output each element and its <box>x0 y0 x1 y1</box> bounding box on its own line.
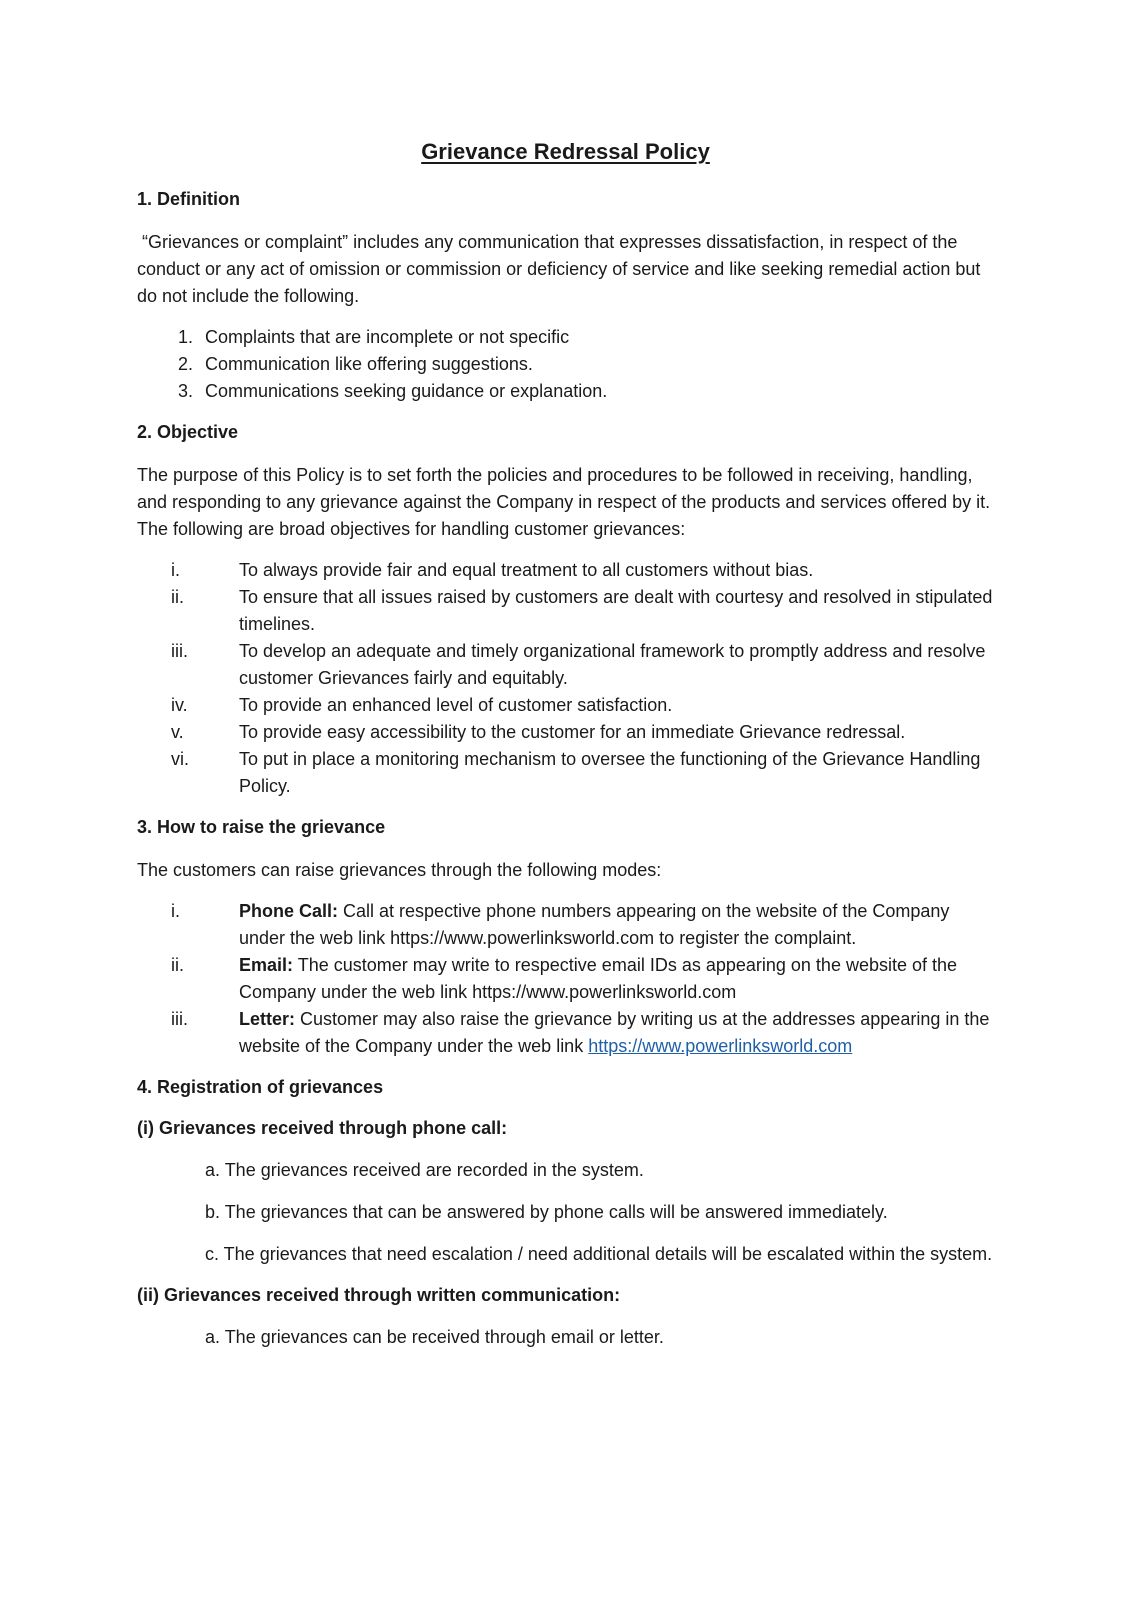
list-item <box>137 719 997 746</box>
list-item-text: To provide an enhanced level of customer satisfaction. <box>239 695 673 715</box>
list-marker: vi. <box>171 749 189 769</box>
list-item <box>137 898 997 952</box>
list-item <box>137 378 997 405</box>
section-heading-objective: 2. Objective <box>137 422 239 442</box>
list-item-text: To always provide fair and equal treatment to all customers without bias. <box>239 560 814 580</box>
subsection-heading-written: (ii) Grievances received through written communication: <box>137 1285 621 1305</box>
list-item <box>137 952 997 1006</box>
list-item-text <box>239 952 997 1006</box>
list-item <box>137 584 997 638</box>
list-marker: ii. <box>171 955 184 975</box>
list-marker: i. <box>171 901 180 921</box>
sub-item: b. The grievances that can be answered by phone calls will be answered immediately. <box>205 1202 888 1222</box>
list-item-text <box>239 1006 997 1060</box>
list-item <box>137 324 997 351</box>
list-marker: iii. <box>171 1009 188 1029</box>
section-heading-raise: 3. How to raise the grievance <box>137 817 386 837</box>
raise-modes-list <box>137 898 997 1060</box>
list-item <box>137 351 997 378</box>
mode-description: The customer may write to respective email IDs as appearing on the website of the Company under the web link https://www.powerlinksworld.com <box>239 955 963 1002</box>
list-marker: ii. <box>171 587 184 607</box>
list-marker: 2. <box>177 354 193 374</box>
objective-paragraph: The purpose of this Policy is to set forth the policies and procedures to be followed in receiving, handling, and responding to any grievance against the Company in respect of the products and services offered by it. The following are broad objectives for handling customer grievances: <box>137 465 991 539</box>
raise-paragraph: The customers can raise grievances through the following modes: <box>137 860 662 880</box>
mode-description: Customer may also raise the grievance by writing us at the addresses appearing in the website of the Company under the web link <box>239 1009 995 1056</box>
list-item-text <box>239 898 997 952</box>
definition-list <box>137 324 997 405</box>
document-title-text: Grievance Redressal Policy <box>421 139 710 164</box>
list-marker: iv. <box>171 695 188 715</box>
mode-description: Call at respective phone numbers appearing on the website of the Company under the web link https://www.powerlinksworld.com to register the complaint. <box>239 901 955 948</box>
list-item-text: To put in place a monitoring mechanism to oversee the functioning of the Grievance Handling Policy. <box>239 749 981 796</box>
sub-item: a. The grievances can be received through email or letter. <box>205 1327 664 1347</box>
list-item <box>137 1006 997 1060</box>
list-item-text: To develop an adequate and timely organizational framework to promptly address and resolve customer Grievances fairly and equitably. <box>239 641 986 688</box>
sub-item: c. The grievances that need escalation / need additional details will be escalated within the system. <box>205 1244 993 1264</box>
list-item <box>137 638 997 692</box>
list-item <box>137 557 997 584</box>
list-marker: 3. <box>177 381 193 401</box>
section-heading-registration: 4. Registration of grievances <box>137 1077 384 1097</box>
section-heading-definition: 1. Definition <box>137 189 240 209</box>
list-marker: 1. <box>177 327 193 347</box>
document-title <box>0 138 1131 166</box>
objective-list <box>137 557 997 800</box>
list-item-text: Communication like offering suggestions. <box>205 354 533 374</box>
list-item-text: Complaints that are incomplete or not specific <box>205 327 570 347</box>
mode-label: Phone Call: <box>239 901 339 921</box>
sub-item: a. The grievances received are recorded in the system. <box>205 1160 644 1180</box>
list-item <box>137 746 997 800</box>
definition-paragraph: “Grievances or complaint” includes any communication that expresses dissatisfaction, in respect of the conduct or any act of omission or commission or deficiency of service and like seeking remedial action but do not include the following. <box>137 232 986 306</box>
list-item <box>137 692 997 719</box>
list-marker: v. <box>171 722 184 742</box>
document-body <box>137 186 997 1351</box>
list-item-text: To ensure that all issues raised by customers are dealt with courtesy and resolved in stipulated timelines. <box>239 587 993 634</box>
website-link[interactable]: https://www.powerlinksworld.com <box>588 1036 853 1056</box>
list-item-text: Communications seeking guidance or explanation. <box>205 381 608 401</box>
mode-label: Email: <box>239 955 294 975</box>
list-marker: iii. <box>171 641 188 661</box>
list-item-text: To provide easy accessibility to the customer for an immediate Grievance redressal. <box>239 722 906 742</box>
subsection-heading-phone: (i) Grievances received through phone call: <box>137 1118 508 1138</box>
list-marker: i. <box>171 560 180 580</box>
mode-label: Letter: <box>239 1009 296 1029</box>
